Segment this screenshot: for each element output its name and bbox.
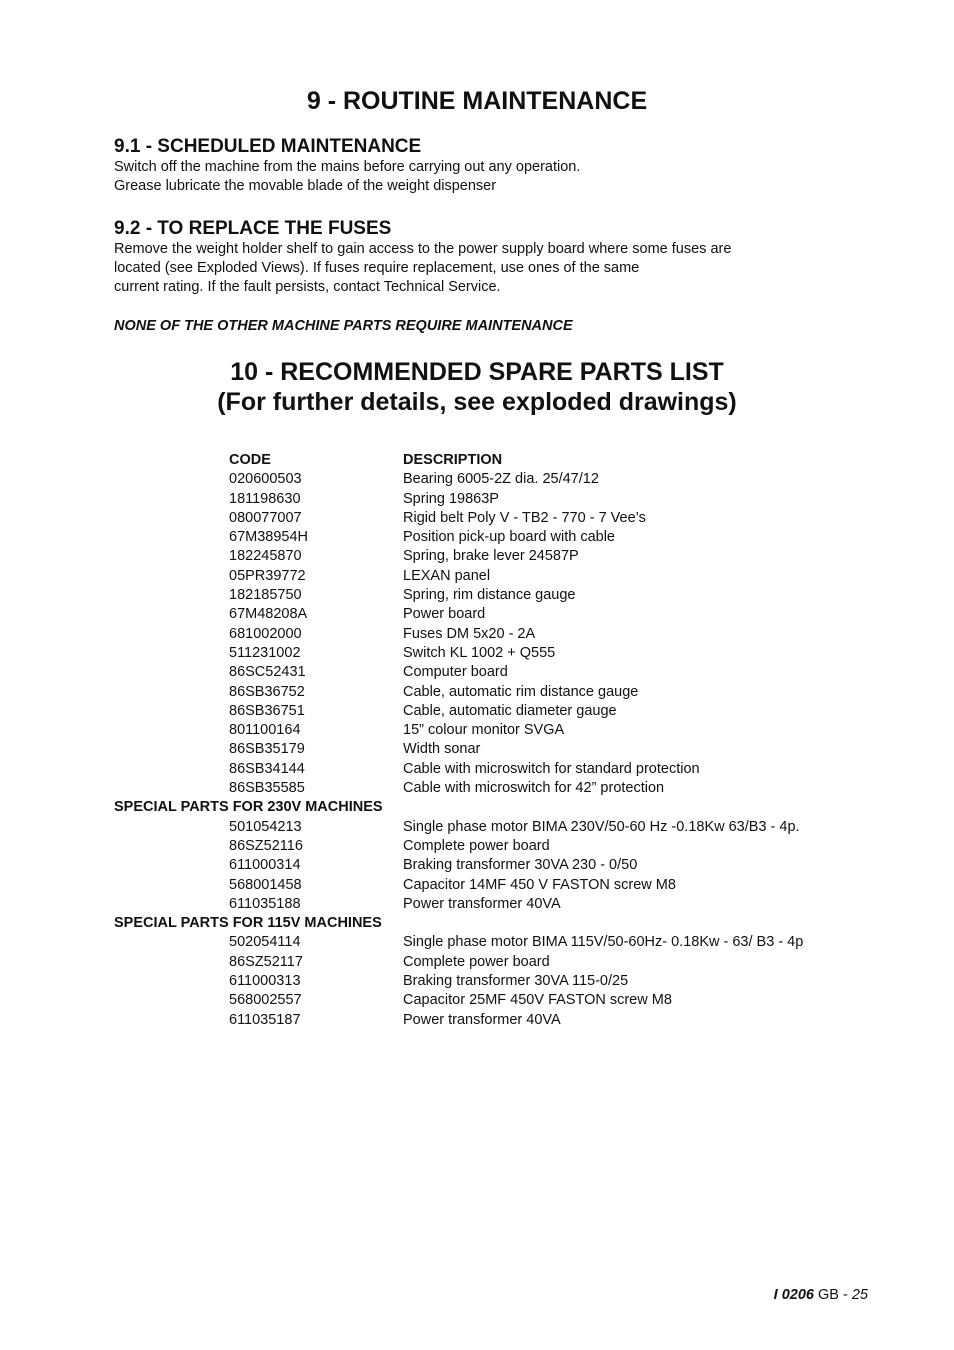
- part-description: Capacitor 25MF 450V FASTON screw M8: [403, 992, 672, 1009]
- part-description: Spring, brake lever 24587P: [403, 548, 579, 565]
- part-code: 568001458: [229, 876, 302, 893]
- heading-scheduled-maintenance: 9.1 - SCHEDULED MAINTENANCE: [114, 136, 422, 157]
- part-code: 86SC52431: [229, 664, 306, 681]
- table-row: [114, 605, 874, 624]
- part-code: 05PR39772: [229, 567, 306, 584]
- table-row: [114, 740, 874, 759]
- table-row: [114, 567, 874, 586]
- part-code: 501054213: [229, 818, 302, 835]
- part-code: 611035188: [229, 895, 301, 912]
- part-code: 86SZ52116: [229, 837, 303, 854]
- footer-separator: -: [842, 1287, 848, 1303]
- part-code: 611035187: [229, 1011, 301, 1028]
- part-description: Braking transformer 30VA 115-0/25: [403, 973, 629, 990]
- page-number: 25: [851, 1287, 868, 1303]
- part-description: Power board: [403, 606, 486, 623]
- table-row: [114, 470, 874, 489]
- maintenance-note: NONE OF THE OTHER MACHINE PARTS REQUIRE MAINTENANCE: [114, 318, 573, 334]
- part-code: 67M38954H: [229, 529, 308, 546]
- text-line: located (see Exploded Views). If fuses require replacement, use ones of the same: [114, 260, 640, 276]
- part-description: Cable with microswitch for 42” protection: [403, 780, 665, 797]
- table-row: [114, 895, 874, 914]
- part-description: Single phase motor BIMA 115V/50-60Hz- 0.18Kw - 63/ B3 - 4p: [403, 934, 804, 951]
- part-description: 15” colour monitor SVGA: [403, 722, 565, 739]
- table-row: [114, 818, 874, 837]
- section-heading-115v: SPECIAL PARTS FOR 115V MACHINES: [114, 915, 382, 932]
- table-row: [114, 876, 874, 895]
- part-description: Complete power board: [403, 953, 550, 970]
- section-9-title: 9 - ROUTINE MAINTENANCE: [306, 87, 648, 115]
- part-code: 801100164: [229, 722, 301, 739]
- part-description: Cable, automatic diameter gauge: [403, 702, 617, 719]
- text-line: Grease lubricate the movable blade of the weight dispenser: [114, 178, 497, 194]
- column-header-code: CODE: [229, 452, 271, 468]
- part-description: Fuses DM 5x20 - 2A: [403, 625, 536, 642]
- table-header: [114, 451, 874, 470]
- part-code: 611000314: [229, 857, 301, 874]
- part-code: 67M48208A: [229, 606, 308, 623]
- part-code: 86SB36751: [229, 702, 305, 719]
- table-row: [114, 953, 874, 972]
- table-row: [114, 702, 874, 721]
- table-row: [114, 1011, 874, 1030]
- parts-230v-rows: [114, 818, 874, 914]
- part-code: 502054114: [229, 934, 301, 951]
- section-10-title: 10 - RECOMMENDED SPARE PARTS LIST: [230, 358, 724, 386]
- page-footer: [774, 1286, 868, 1305]
- table-row: [114, 644, 874, 663]
- table-row: [114, 991, 874, 1010]
- part-code: 611000313: [229, 973, 301, 990]
- table-row: [114, 547, 874, 566]
- part-description: Position pick-up board with cable: [403, 529, 615, 546]
- table-row: [114, 490, 874, 509]
- part-description: Cable with microswitch for standard protection: [403, 760, 700, 777]
- table-row: [114, 586, 874, 605]
- replace-fuses-text: [114, 240, 874, 297]
- heading-replace-fuses: 9.2 - TO REPLACE THE FUSES: [114, 218, 392, 239]
- part-code: 86SB34144: [229, 760, 305, 777]
- section-heading-230v: SPECIAL PARTS FOR 230V MACHINES: [114, 799, 383, 816]
- part-description: Bearing 6005-2Z dia. 25/47/12: [403, 471, 599, 488]
- part-code: 86SZ52117: [229, 953, 303, 970]
- standard-parts-rows: [114, 470, 874, 798]
- document-code: I 0206: [773, 1287, 814, 1303]
- part-description: Switch KL 1002 + Q555: [403, 644, 556, 661]
- part-code: 182185750: [229, 587, 302, 604]
- table-row: [114, 933, 874, 952]
- table-row: [114, 837, 874, 856]
- part-description: Spring, rim distance gauge: [403, 587, 576, 604]
- table-row: [114, 721, 874, 740]
- table-row: [114, 528, 874, 547]
- parts-115v-rows: [114, 933, 874, 1029]
- table-row: [114, 625, 874, 644]
- part-description: Power transformer 40VA: [403, 1011, 561, 1028]
- scheduled-maintenance-text: [114, 158, 874, 196]
- language-code: GB: [818, 1287, 839, 1303]
- part-description: Capacitor 14MF 450 V FASTON screw M8: [403, 876, 676, 893]
- part-code: 181198630: [229, 490, 301, 507]
- part-description: Braking transformer 30VA 230 - 0/50: [403, 857, 638, 874]
- text-line: Switch off the machine from the mains before carrying out any operation.: [114, 159, 581, 175]
- part-code: 86SB35585: [229, 780, 305, 797]
- text-line: current rating. If the fault persists, contact Technical Service.: [114, 279, 501, 295]
- part-description: Spring 19863P: [403, 490, 499, 507]
- text-line: Remove the weight holder shelf to gain access to the power supply board where some fuses are: [114, 241, 732, 257]
- column-header-description: DESCRIPTION: [403, 452, 503, 468]
- table-row: [114, 856, 874, 875]
- part-description: Complete power board: [403, 837, 550, 854]
- part-description: Width sonar: [403, 741, 481, 758]
- part-code: 86SB36752: [229, 683, 305, 700]
- part-description: LEXAN panel: [403, 567, 491, 584]
- table-row: [114, 683, 874, 702]
- part-description: Single phase motor BIMA 230V/50-60 Hz -0.18Kw 63/B3 - 4p.: [403, 818, 800, 835]
- part-code: 511231002: [229, 644, 301, 661]
- section-10-subtitle: (For further details, see exploded drawings): [217, 388, 737, 416]
- part-code: 080077007: [229, 509, 302, 526]
- part-description: Rigid belt Poly V - TB2 - 770 - 7 Vee’s: [403, 509, 646, 526]
- part-code: 020600503: [229, 471, 302, 488]
- table-row: [114, 779, 874, 798]
- part-code: 681002000: [229, 625, 302, 642]
- part-description: Computer board: [403, 664, 508, 681]
- part-code: 568002557: [229, 992, 302, 1009]
- part-description: Power transformer 40VA: [403, 895, 561, 912]
- part-code: 182245870: [229, 548, 302, 565]
- table-row: [114, 663, 874, 682]
- spare-parts-table: [114, 451, 874, 1030]
- table-row: [114, 760, 874, 779]
- part-description: Cable, automatic rim distance gauge: [403, 683, 639, 700]
- table-row: [114, 972, 874, 991]
- table-row: [114, 509, 874, 528]
- part-code: 86SB35179: [229, 741, 305, 758]
